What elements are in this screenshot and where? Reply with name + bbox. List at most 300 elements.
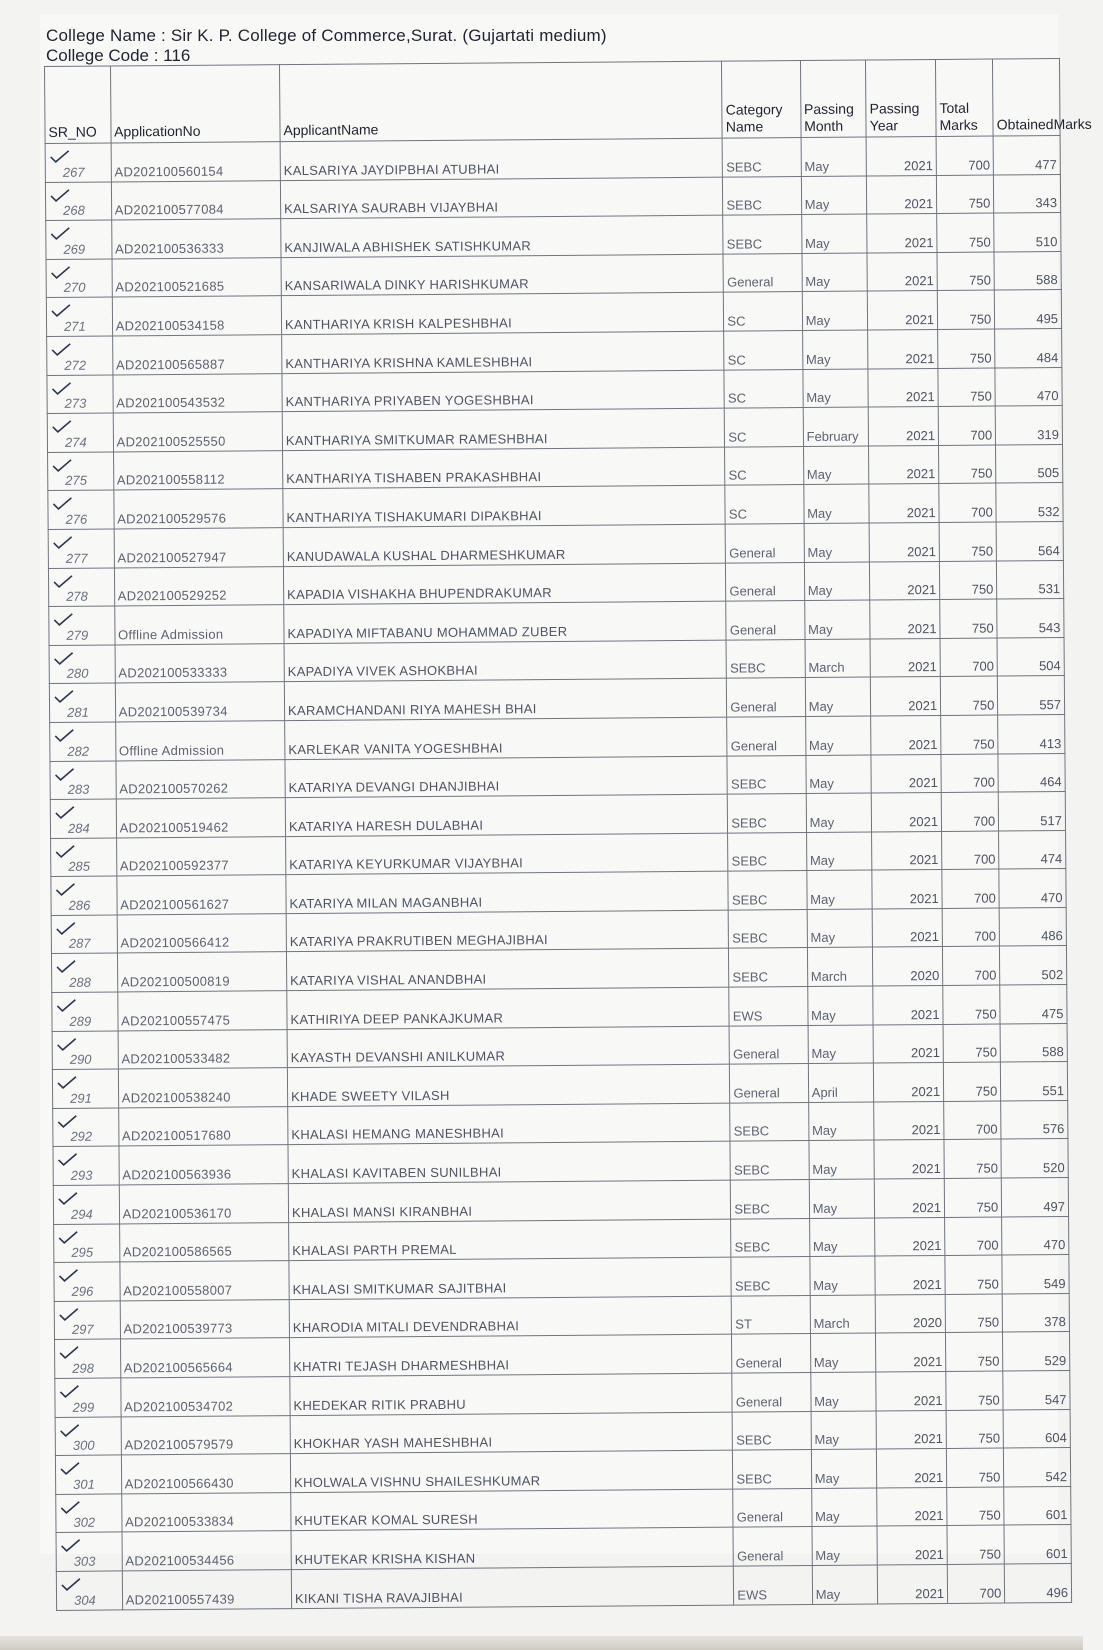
passing-month-cell: May: [803, 369, 869, 408]
application-no-cell: AD202100565887: [112, 335, 282, 375]
passing-month-cell: May: [803, 446, 869, 485]
application-no-cell: AD202100534158: [112, 296, 282, 336]
obtained-marks-cell: 588: [994, 251, 1061, 290]
obtained-marks-cell: 470: [999, 869, 1066, 908]
applicant-name-cell: KATHIRIYA DEEP PANKAJKUMAR: [287, 987, 730, 1029]
application-no-cell: AD202100500819: [117, 952, 287, 992]
sr-no-text: 269: [63, 241, 86, 257]
application-no-cell: AD202100543532: [113, 373, 283, 413]
category-cell: General: [733, 1527, 812, 1566]
obtained-marks-cell: 543: [997, 599, 1064, 638]
sr-no-cell: [51, 915, 117, 954]
total-marks-cell: 750: [938, 329, 995, 368]
checkmark-icon: [60, 1501, 80, 1515]
sr-no-cell: [56, 1571, 122, 1610]
sr-no-text: 286: [68, 897, 91, 913]
total-marks-cell: 750: [946, 1410, 1003, 1449]
passing-month-cell: May: [804, 523, 870, 562]
checkmark-icon: [55, 806, 75, 820]
obtained-marks-cell: 495: [995, 290, 1062, 329]
sr-no-text: 303: [73, 1553, 96, 1569]
sr-no-cell: [55, 1417, 121, 1456]
total-marks-cell: 700: [944, 1101, 1001, 1140]
sr-no-text: 282: [67, 743, 90, 759]
page-edge-shadow: [0, 1636, 1083, 1650]
passing-year-cell: 2021: [877, 1449, 947, 1488]
category-cell: General: [730, 1064, 809, 1103]
passing-year-cell: 2021: [874, 1101, 944, 1140]
passing-year-cell: 2021: [874, 1063, 944, 1102]
passing-month-cell: May: [805, 716, 871, 755]
sr-no-text: 290: [69, 1051, 92, 1068]
sr-no-cell: [48, 567, 114, 606]
obtained-marks-cell: 576: [1001, 1100, 1068, 1139]
total-marks-cell: 750: [939, 522, 996, 561]
checkmark-icon: [50, 188, 70, 202]
sr-no-cell: [52, 1069, 118, 1108]
passing-year-cell: 2021: [877, 1487, 947, 1526]
passing-year-cell: 2021: [869, 484, 939, 523]
applicant-name-cell: KATARIYA KEYURKUMAR VIJAYBHAI: [285, 833, 728, 875]
col-header-category: Category Name: [722, 61, 801, 139]
passing-year-cell: 2021: [875, 1217, 945, 1256]
passing-year-cell: 2021: [874, 1140, 944, 1179]
obtained-marks-cell: 564: [996, 521, 1063, 560]
passing-month-cell: May: [802, 291, 868, 330]
applicant-name-cell: KHALASI PARTH PREMAL: [289, 1219, 732, 1261]
application-no-cell: AD202100536333: [111, 219, 281, 259]
application-no-cell: AD202100527947: [114, 528, 284, 568]
sr-no-cell: [49, 606, 115, 645]
passing-year-cell: 2021: [868, 407, 938, 446]
total-marks-cell: 750: [943, 1024, 1000, 1063]
checkmark-icon: [60, 1462, 80, 1476]
sr-no-cell: [56, 1494, 122, 1533]
passing-month-cell: May: [808, 1102, 874, 1141]
passing-month-cell: May: [801, 137, 867, 176]
total-marks-cell: 750: [947, 1525, 1004, 1564]
passing-month-cell: May: [802, 330, 868, 369]
sr-no-text: 271: [63, 318, 86, 334]
checkmark-icon: [52, 459, 72, 473]
total-marks-cell: 750: [937, 252, 994, 291]
checkmark-icon: [58, 1230, 78, 1244]
application-no-cell: AD202100557475: [117, 991, 287, 1031]
passing-month-cell: May: [809, 1140, 875, 1179]
applicant-name-cell: KANTHARIYA SMITKUMAR RAMESHBHAI: [282, 408, 725, 450]
sr-no-cell: [55, 1378, 121, 1417]
obtained-marks-cell: 531: [997, 560, 1064, 599]
total-marks-cell: 750: [937, 290, 994, 329]
sr-no-cell: [54, 1262, 120, 1301]
passing-month-cell: May: [810, 1372, 876, 1411]
obtained-marks-cell: 601: [1004, 1486, 1071, 1525]
applicant-name-cell: KALSARIYA JAYDIPBHAI ATUBHAI: [280, 138, 723, 180]
sr-no-text: 274: [64, 434, 87, 450]
checkmark-icon: [58, 1153, 78, 1167]
application-no-cell: Offline Admission: [115, 721, 285, 761]
application-no-cell: AD202100566430: [121, 1454, 291, 1494]
sr-no-cell: [46, 220, 112, 259]
checkmark-icon: [59, 1308, 79, 1322]
total-marks-cell: 750: [946, 1332, 1003, 1371]
total-marks-cell: 700: [942, 869, 999, 908]
passing-month-cell: May: [811, 1488, 877, 1527]
sr-no-text: 268: [63, 202, 85, 219]
category-cell: SEBC: [723, 215, 802, 254]
checkmark-icon: [55, 844, 75, 858]
category-cell: General: [725, 523, 804, 562]
col-header-passing-year: Passing Year: [866, 59, 936, 137]
sr-no-cell: [49, 683, 115, 722]
application-no-cell: AD202100563936: [119, 1145, 289, 1185]
obtained-marks-cell: 474: [999, 830, 1066, 869]
checkmark-icon: [50, 227, 70, 241]
obtained-marks-cell: 601: [1004, 1525, 1071, 1564]
checkmark-icon: [53, 613, 73, 627]
sr-no-cell: [53, 1108, 119, 1147]
application-no-cell: AD202100592377: [116, 836, 286, 876]
sr-no-cell: [50, 760, 116, 799]
applicant-name-cell: KANTHARIYA KRISHNA KAMLESHBHAI: [282, 331, 725, 373]
applicant-name-cell: KHOLWALA VISHNU SHAILESHKUMAR: [290, 1450, 733, 1492]
passing-year-cell: 2021: [876, 1333, 946, 1372]
passing-year-cell: 2021: [870, 561, 940, 600]
passing-year-cell: 2020: [873, 947, 943, 986]
obtained-marks-cell: 464: [998, 753, 1065, 792]
passing-year-cell: 2021: [868, 291, 938, 330]
sr-no-cell: [47, 413, 113, 452]
total-marks-cell: 750: [945, 1255, 1002, 1294]
category-cell: SEBC: [729, 948, 808, 987]
sr-no-cell: [51, 953, 117, 992]
application-no-cell: AD202100534702: [120, 1377, 290, 1417]
sr-no-text: 299: [72, 1399, 95, 1415]
sr-no-text: 267: [62, 164, 85, 180]
total-marks-cell: 700: [941, 792, 998, 831]
sr-no-text: 288: [69, 974, 91, 990]
obtained-marks-cell: 319: [995, 406, 1062, 445]
sr-no-cell: [51, 876, 117, 915]
applicant-name-cell: KHALASI MANSI KIRANBHAI: [288, 1180, 731, 1222]
category-cell: SEBC: [731, 1180, 810, 1219]
applicant-name-cell: KHOKHAR YASH MAHESHBHAI: [290, 1412, 733, 1454]
total-marks-cell: 700: [945, 1217, 1002, 1256]
obtained-marks-cell: 413: [998, 714, 1065, 753]
table-row: [56, 1563, 1071, 1610]
application-no-cell: AD202100538240: [118, 1068, 288, 1108]
passing-month-cell: May: [804, 600, 870, 639]
total-marks-cell: 750: [941, 715, 998, 754]
merit-list-table: [44, 58, 1092, 1610]
checkmark-icon: [57, 1115, 77, 1129]
applicant-name-cell: KANTHARIYA TISHABEN PRAKASHBHAI: [282, 447, 725, 489]
obtained-marks-cell: 475: [1000, 985, 1067, 1024]
checkmark-icon: [50, 150, 70, 164]
applicant-name-cell: KHUTEKAR KOMAL SURESH: [291, 1489, 734, 1531]
obtained-marks-cell: 549: [1002, 1255, 1069, 1294]
obtained-marks-cell: 551: [1001, 1062, 1068, 1101]
sr-no-cell: [47, 336, 113, 375]
sr-no-cell: [53, 1185, 119, 1224]
passing-year-cell: 2021: [871, 754, 941, 793]
passing-year-cell: 2021: [877, 1526, 947, 1565]
obtained-marks-cell: 517: [998, 792, 1065, 831]
sr-no-cell: [46, 297, 112, 336]
application-no-cell: AD202100586565: [119, 1222, 289, 1262]
sr-no-text: 284: [67, 820, 90, 836]
category-cell: General: [732, 1334, 811, 1373]
checkmark-icon: [54, 690, 74, 704]
total-marks-cell: 700: [939, 483, 996, 522]
applicant-name-cell: KATARIYA MILAN MAGANBHAI: [286, 871, 729, 913]
checkmark-icon: [55, 883, 75, 897]
applicant-name-cell: KAPADIA VISHAKHA BHUPENDRAKUMAR: [283, 563, 726, 605]
passing-year-cell: 2021: [875, 1178, 945, 1217]
application-no-cell: AD202100539734: [115, 682, 285, 722]
passing-month-cell: May: [809, 1218, 875, 1257]
obtained-marks-cell: 477: [993, 136, 1060, 175]
category-cell: SEBC: [731, 1257, 810, 1296]
col-header-applicant-name: ApplicantName: [279, 61, 722, 141]
sr-no-cell: [47, 375, 113, 414]
applicant-name-cell: KHUTEKAR KRISHA KISHAN: [291, 1528, 734, 1570]
checkmark-icon: [54, 652, 74, 666]
sr-no-text: 287: [68, 936, 91, 952]
sr-no-cell: [48, 452, 114, 491]
passing-year-cell: 2020: [875, 1294, 945, 1333]
application-no-cell: AD202100570262: [116, 759, 286, 799]
category-cell: General: [733, 1488, 812, 1527]
sr-no-text: 272: [64, 357, 87, 373]
sr-no-cell: [49, 645, 115, 684]
applicant-name-cell: KARLEKAR VANITA YOGESHBHAI: [285, 717, 728, 759]
passing-year-cell: 2021: [870, 600, 940, 639]
sr-no-text: 270: [63, 280, 86, 296]
obtained-marks-cell: 557: [998, 676, 1065, 715]
category-cell: General: [732, 1373, 811, 1412]
checkmark-icon: [61, 1539, 81, 1553]
category-cell: General: [726, 562, 805, 601]
sr-no-cell: [46, 259, 112, 298]
sr-no-cell: [54, 1301, 120, 1340]
obtained-marks-cell: 486: [999, 907, 1066, 946]
obtained-marks-cell: 378: [1002, 1293, 1069, 1332]
total-marks-cell: 750: [947, 1487, 1004, 1526]
sr-no-text: 283: [67, 781, 90, 797]
checkmark-icon: [57, 1076, 77, 1090]
sr-no-text: 304: [73, 1592, 96, 1608]
applicant-name-cell: KANSARIWALA DINKY HARISHKUMAR: [281, 254, 724, 296]
category-cell: General: [726, 601, 805, 640]
passing-year-cell: 2021: [870, 638, 940, 677]
total-marks-cell: 700: [942, 831, 999, 870]
checkmark-icon: [52, 497, 72, 511]
applicant-name-cell: KANJIWALA ABHISHEK SATISHKUMAR: [281, 215, 724, 257]
category-cell: SC: [724, 331, 803, 370]
checkmark-icon: [56, 922, 76, 936]
application-no-cell: AD202100557439: [122, 1570, 292, 1610]
checkmark-icon: [51, 381, 71, 395]
sr-no-text: 279: [66, 627, 89, 643]
passing-year-cell: 2021: [871, 677, 941, 716]
category-cell: General: [727, 716, 806, 755]
obtained-marks-cell: 470: [1002, 1216, 1069, 1255]
applicant-name-cell: KAPADIYA VIVEK ASHOKBHAI: [284, 640, 727, 682]
col-header-total-marks: Total Marks: [936, 59, 994, 136]
passing-month-cell: May: [807, 986, 873, 1025]
checkmark-icon: [55, 767, 75, 781]
passing-month-cell: February: [803, 407, 869, 446]
application-no-cell: AD202100529252: [114, 566, 284, 606]
sr-no-cell: [50, 722, 116, 761]
total-marks-cell: 750: [944, 1139, 1001, 1178]
sr-no-cell: [54, 1224, 120, 1263]
total-marks-cell: 750: [940, 599, 997, 638]
obtained-marks-cell: 520: [1001, 1139, 1068, 1178]
obtained-marks-cell: 502: [1000, 946, 1067, 985]
passing-month-cell: May: [810, 1333, 876, 1372]
sr-no-text: 275: [65, 473, 88, 489]
passing-year-cell: 2021: [873, 986, 943, 1025]
applicant-name-cell: KAPADIYA MIFTABANU MOHAMMAD ZUBER: [284, 601, 727, 643]
application-no-cell: AD202100561627: [116, 875, 286, 915]
sr-no-text: 292: [70, 1129, 93, 1145]
applicant-name-cell: KAYASTH DEVANSHI ANILKUMAR: [287, 1026, 730, 1068]
sr-no-cell: [51, 838, 117, 877]
applicant-name-cell: KHALASI HEMANG MANESHBHAI: [288, 1103, 731, 1145]
applicant-name-cell: KARAMCHANDANI RIYA MAHESH BHAI: [284, 678, 727, 720]
category-cell: General: [723, 253, 802, 292]
passing-month-cell: May: [806, 793, 872, 832]
col-header-sr-no: SR_NO: [45, 66, 111, 144]
obtained-marks-cell: 470: [995, 367, 1062, 406]
total-marks-cell: 700: [942, 908, 999, 947]
applicant-name-cell: KHALASI SMITKUMAR SAJITBHAI: [289, 1257, 732, 1299]
sr-no-text: 291: [70, 1090, 92, 1106]
sr-no-text: 289: [69, 1013, 92, 1029]
sr-no-text: 297: [71, 1322, 94, 1338]
category-cell: SEBC: [723, 176, 802, 215]
category-cell: SEBC: [730, 1141, 809, 1180]
applicant-name-cell: KATARIYA VISHAL ANANDBHAI: [286, 949, 729, 991]
passing-year-cell: 2021: [866, 136, 936, 175]
passing-year-cell: 2021: [867, 175, 937, 214]
passing-month-cell: March: [807, 947, 873, 986]
application-no-cell: AD202100566412: [117, 913, 287, 953]
sr-no-cell: [52, 992, 118, 1031]
sr-no-text: 301: [73, 1476, 95, 1492]
sr-no-cell: [56, 1532, 122, 1571]
applicant-name-cell: KHATRI TEJASH DHARMESHBHAI: [289, 1335, 732, 1377]
passing-month-cell: May: [810, 1256, 876, 1295]
application-no-cell: AD202100536170: [119, 1184, 289, 1224]
sr-no-cell: [48, 490, 114, 529]
total-marks-cell: 750: [946, 1371, 1003, 1410]
category-cell: SEBC: [730, 1102, 809, 1141]
sr-no-text: 302: [73, 1515, 96, 1531]
passing-month-cell: May: [805, 677, 871, 716]
passing-month-cell: May: [804, 562, 870, 601]
applicant-name-cell: KHADE SWEETY VILASH: [287, 1064, 730, 1106]
sr-no-text: 296: [71, 1283, 94, 1299]
obtained-marks-cell: 604: [1003, 1409, 1070, 1448]
application-no-cell: AD202100558007: [120, 1261, 290, 1301]
checkmark-icon: [57, 1037, 77, 1051]
passing-month-cell: May: [806, 832, 872, 871]
category-cell: SEBC: [733, 1450, 812, 1489]
table-body: [45, 136, 1071, 1610]
college-code: College Code : 116: [46, 46, 191, 65]
total-marks-cell: 750: [937, 213, 994, 252]
obtained-marks-cell: 504: [997, 637, 1064, 676]
col-header-passing-month: Passing Month: [800, 60, 866, 138]
sr-no-cell: [45, 182, 111, 221]
total-marks-cell: 750: [943, 1062, 1000, 1101]
checkmark-icon: [60, 1423, 80, 1437]
checkmark-icon: [58, 1192, 78, 1206]
total-marks-cell: 750: [940, 561, 997, 600]
sr-no-text: 300: [72, 1437, 95, 1454]
category-cell: SEBC: [728, 794, 807, 833]
checkmark-icon: [51, 266, 71, 280]
applicant-name-cell: KHALASI KAVITABEN SUNILBHAI: [288, 1142, 731, 1184]
applicant-name-cell: KATARIYA PRAKRUTIBEN MEGHAJIBHAI: [286, 910, 729, 952]
passing-year-cell: 2021: [868, 329, 938, 368]
applicant-name-cell: KANUDAWALA KUSHAL DHARMESHKUMAR: [283, 524, 726, 566]
checkmark-icon: [56, 999, 76, 1013]
category-cell: SC: [724, 292, 803, 331]
category-cell: EWS: [729, 987, 808, 1026]
applicant-name-cell: KIKANI TISHA RAVAJIBHAI: [291, 1566, 734, 1608]
application-no-cell: AD202100521685: [112, 257, 282, 297]
category-cell: SEBC: [731, 1218, 810, 1257]
obtained-marks-cell: 343: [994, 174, 1061, 213]
sr-no-text: 285: [68, 858, 91, 875]
passing-month-cell: May: [807, 909, 873, 948]
category-cell: SC: [725, 408, 804, 447]
passing-month-cell: May: [807, 870, 873, 909]
passing-month-cell: May: [811, 1449, 877, 1488]
category-cell: SEBC: [732, 1411, 811, 1450]
category-cell: SEBC: [728, 832, 807, 871]
total-marks-cell: 750: [939, 445, 996, 484]
passing-month-cell: May: [801, 214, 867, 253]
passing-year-cell: 2021: [867, 252, 937, 291]
passing-month-cell: May: [809, 1179, 875, 1218]
passing-year-cell: 2021: [872, 793, 942, 832]
total-marks-cell: 750: [936, 175, 993, 214]
sr-no-text: 295: [71, 1244, 94, 1261]
passing-year-cell: 2021: [869, 522, 939, 561]
sr-no-cell: [45, 143, 111, 182]
passing-month-cell: May: [806, 755, 872, 794]
application-no-cell: AD202100534456: [122, 1531, 292, 1571]
total-marks-cell: 700: [936, 136, 993, 175]
sr-no-cell: [52, 1031, 118, 1070]
total-marks-cell: 750: [945, 1294, 1002, 1333]
category-cell: SC: [725, 446, 804, 485]
category-cell: ST: [732, 1295, 811, 1334]
sr-no-text: 277: [65, 550, 88, 566]
sr-no-text: 276: [65, 511, 88, 527]
checkmark-icon: [52, 420, 72, 434]
applicant-name-cell: KALSARIYA SAURABH VIJAYBHAI: [280, 177, 723, 219]
passing-year-cell: 2021: [876, 1410, 946, 1449]
table-header-row: [45, 59, 1061, 144]
category-cell: General: [727, 678, 806, 717]
obtained-marks-cell: 505: [996, 444, 1063, 483]
